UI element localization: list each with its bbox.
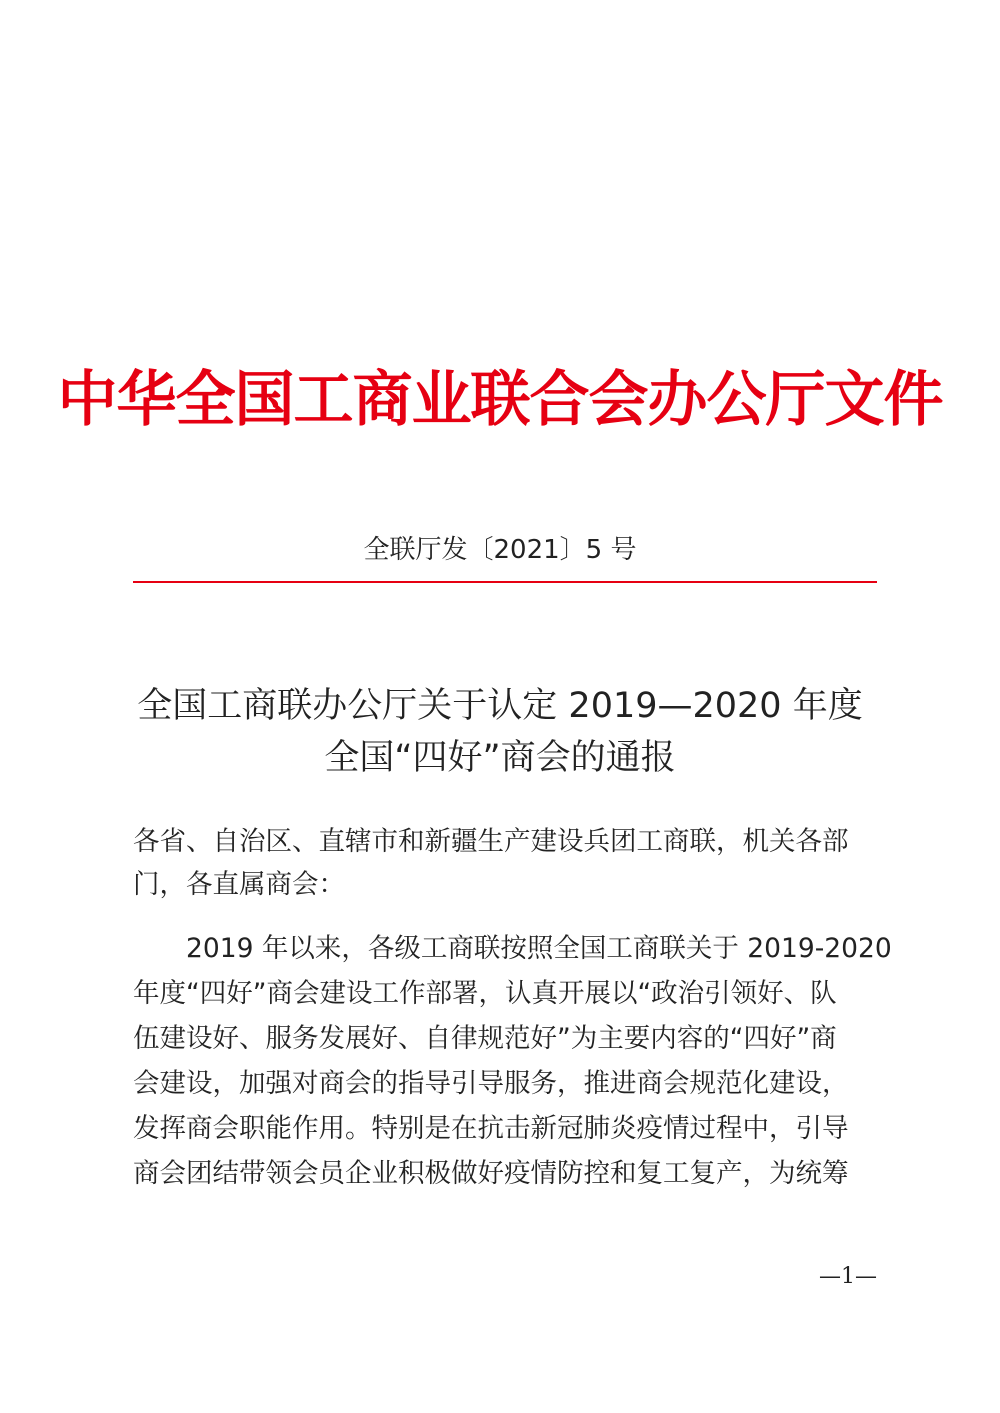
addressee-line-1: 各省、自治区、直辖市和新疆生产建设兵团工商联，机关各部	[133, 826, 849, 857]
body-line: 商会团结带领会员企业积极做好疫情防控和复工复产，为统筹	[133, 1158, 849, 1189]
notice-title	[0, 680, 1000, 784]
body-line: 年度“四好”商会建设工作部署，认真开展以“政治引领好、队	[133, 978, 837, 1009]
addressee-line-2: 门，各直属商会：	[133, 869, 345, 900]
body-paragraph	[133, 926, 892, 1196]
red-divider-line	[133, 581, 877, 583]
masthead-title: 中华全国工商业联合会办公厅文件	[57, 365, 943, 435]
body-line: 伍建设好、服务发展好、自律规范好”为主要内容的“四好”商	[133, 1023, 837, 1054]
page-number: —1—	[819, 1264, 877, 1289]
body-line: 发挥商会职能作用。特别是在抗击新冠肺炎疫情过程中，引导	[133, 1113, 849, 1144]
body-line: 2019 年以来，各级工商联按照全国工商联关于 2019-2020	[186, 933, 892, 964]
addressee	[133, 820, 877, 906]
notice-title-line-1: 全国工商联办公厅关于认定 2019—2020 年度	[137, 686, 863, 726]
body-line: 会建设，加强对商会的指导引导服务，推进商会规范化建设，	[133, 1068, 849, 1099]
notice-title-line-2: 全国“四好”商会的通报	[324, 738, 676, 778]
document-number: 全联厅发〔2021〕5 号	[363, 535, 637, 565]
